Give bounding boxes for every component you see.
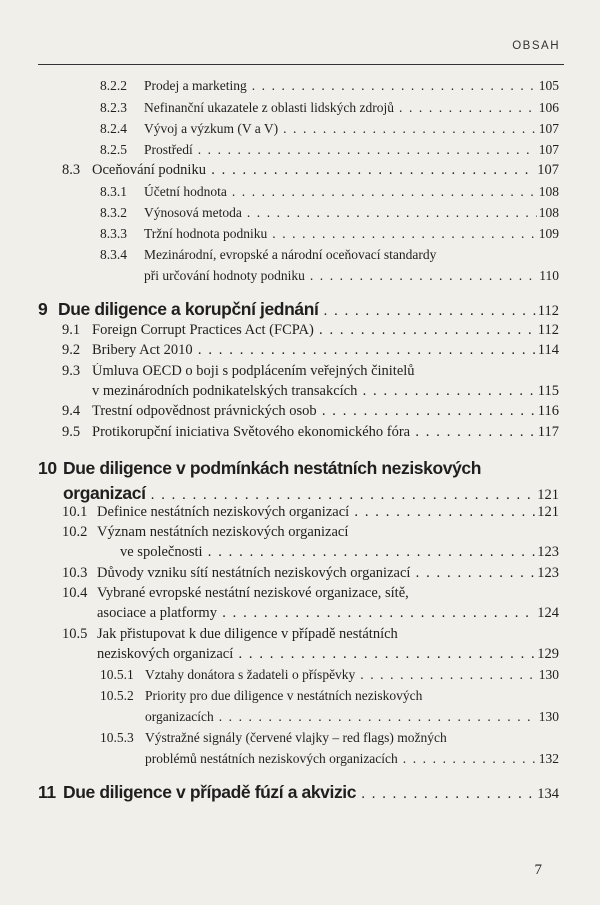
toc-entry-title: Prostředí . . .	[144, 142, 537, 158]
toc-chapter-continuation	[63, 483, 559, 504]
toc-entry-number: 10.2	[62, 524, 88, 540]
toc-entry-continuation	[144, 268, 559, 284]
toc-entry-number: 8.3.3	[100, 226, 127, 241]
toc-entry-title: Bribery Act 2010 . . .	[92, 342, 536, 359]
toc-entry-number: 9.5	[62, 424, 81, 440]
toc-entry-title: Úmluva OECD o boji s podplácením veřejných činitelů	[92, 363, 415, 379]
toc-entry-title: Oceňování podniku . . .	[92, 162, 535, 179]
toc-entry	[62, 342, 559, 359]
toc-entry-page: 134	[537, 786, 559, 802]
toc-chapter-title: Due diligence v podmínkách nestátních neziskových	[63, 458, 482, 478]
toc-entry	[62, 403, 559, 420]
toc-entry	[62, 585, 559, 602]
toc-entry-number: 9.4	[62, 403, 81, 419]
toc-entry-title: Účetní hodnota . . .	[144, 184, 537, 200]
toc-entry-page: 123	[537, 544, 559, 560]
toc-entry-number: 10.1	[62, 504, 88, 520]
toc-entry-title: Definice nestátních neziskových organizací . . .	[97, 504, 535, 521]
toc-entry-title: ve společnosti . . .	[120, 544, 535, 561]
toc-entry-page: 106	[538, 100, 559, 115]
toc-entry	[62, 424, 559, 441]
toc-entry-number: 9.1	[62, 322, 81, 338]
toc-entry-title: problémů nestátních neziskových organizacích . . .	[145, 751, 537, 767]
toc-chapter	[38, 458, 559, 479]
running-head: OBSAH	[512, 40, 560, 52]
toc-entry-number: 10.3	[62, 565, 88, 581]
toc-entry-title: organizacích . . .	[145, 709, 537, 725]
toc-entry-continuation	[97, 646, 559, 663]
toc-entry-title: Trestní odpovědnost právnických osob . . .	[92, 403, 536, 420]
toc-entry-number: 8.3.2	[100, 205, 127, 220]
toc-entry-title: Vybrané evropské nestátní neziskové organizace, sítě,	[97, 585, 409, 601]
toc-entry	[62, 363, 559, 380]
toc-entry-page: 110	[539, 268, 559, 283]
toc-entry-page: 116	[537, 403, 559, 419]
toc-entry-page: 123	[537, 565, 559, 581]
toc-entry	[62, 162, 559, 179]
toc-entry-title: Výstražné signály (červené vlajky – red flags) možných	[145, 730, 447, 745]
toc-entry-title: Mezinárodní, evropské a národní oceňovací standardy	[144, 247, 437, 262]
toc-entry-title: asociace a platformy . . .	[97, 605, 535, 622]
toc-entry-continuation	[97, 605, 559, 622]
toc-entry-continuation	[92, 383, 559, 400]
toc-entry-title: Vztahy donátora s žadateli o příspěvky . . .	[145, 667, 537, 683]
toc-entry-page: 130	[538, 709, 559, 724]
toc-entry-number: 8.3	[62, 162, 81, 178]
toc-entry-page: 108	[538, 184, 559, 199]
toc-entry-number: 10.5.3	[100, 730, 134, 745]
toc-chapter-number: 9	[38, 299, 48, 319]
toc-entry-page: 107	[537, 162, 559, 178]
toc-chapter-number: 10	[38, 458, 57, 478]
toc-entry-page: 121	[537, 504, 559, 520]
toc-entry-title: Foreign Corrupt Practices Act (FCPA) . . .	[92, 322, 536, 339]
toc-entry-number: 10.5	[62, 626, 88, 642]
toc-entry-title: Priority pro due diligence v nestátních neziskových	[145, 688, 423, 703]
toc-entry-page: 112	[537, 303, 559, 319]
toc-entry	[100, 184, 559, 200]
toc-entry-page: 107	[538, 121, 559, 136]
toc-entry-page: 109	[538, 226, 559, 241]
toc-entry-page: 132	[538, 751, 559, 766]
toc-entry	[100, 100, 559, 116]
toc-entry-title: neziskových organizací . . .	[97, 646, 535, 663]
toc-entry-number: 10.5.2	[100, 688, 134, 703]
toc-chapter	[38, 782, 559, 803]
toc-entry-title: v mezinárodních podnikatelských transakcích . . .	[92, 383, 536, 400]
toc-entry	[62, 322, 559, 339]
toc-entry	[100, 688, 559, 704]
toc-entry	[62, 524, 559, 541]
toc-entry-page: 115	[537, 383, 559, 399]
toc-entry-title: Důvody vzniku sítí nestátních neziskových organizací . . .	[97, 565, 535, 582]
toc-entry-number: 10.4	[62, 585, 88, 601]
toc-entry-number: 9.3	[62, 363, 81, 379]
toc-entry	[100, 78, 559, 94]
toc-entry-page: 129	[537, 646, 559, 662]
page-number: 7	[534, 862, 542, 878]
toc-chapter-number: 11	[38, 782, 56, 802]
toc-entry-page: 108	[538, 205, 559, 220]
toc-entry-page: 112	[537, 322, 559, 338]
toc-chapter-title: organizací . . .	[63, 483, 535, 504]
toc-entry-title: Výnosová metoda . . .	[144, 205, 537, 221]
toc-entry	[100, 247, 559, 263]
toc-entry-page: 117	[537, 424, 559, 440]
toc-entry-number: 8.2.2	[100, 78, 127, 93]
toc-entry-number: 8.2.5	[100, 142, 127, 157]
toc-entry-title: Vývoj a výzkum (V a V) . . .	[144, 121, 537, 137]
toc-entry-continuation	[145, 751, 559, 767]
toc-entry-title: Tržní hodnota podniku . . .	[144, 226, 537, 242]
toc-entry-continuation	[145, 709, 559, 725]
toc-entry-page: 121	[537, 487, 559, 503]
toc-entry-page: 114	[537, 342, 559, 358]
toc-entry-number: 8.2.3	[100, 100, 127, 115]
toc-entry-title: Nefinanční ukazatele z oblasti lidských zdrojů . . .	[144, 100, 537, 116]
toc-entry-title: Význam nestátních neziskových organizací	[97, 524, 349, 540]
toc-entry-title: Prodej a marketing . . .	[144, 78, 537, 94]
toc-entry-title: Jak přistupovat k due diligence v případě nestátních	[97, 626, 398, 642]
toc-entry	[100, 142, 559, 158]
toc-chapter	[38, 299, 559, 320]
toc-entry-continuation	[120, 544, 559, 561]
toc-chapter-title: Due diligence v případě fúzí a akvizic . . .	[63, 782, 535, 803]
toc-entry	[62, 626, 559, 643]
toc-entry	[100, 226, 559, 242]
toc-entry	[100, 730, 559, 746]
toc-entry	[100, 205, 559, 221]
toc-entry-number: 9.2	[62, 342, 81, 358]
toc-entry	[62, 504, 559, 521]
toc-entry-title: při určování hodnoty podniku . . .	[144, 268, 537, 284]
toc-entry-number: 8.3.4	[100, 247, 127, 262]
toc-entry-page: 124	[537, 605, 559, 621]
toc-chapter-title: Due diligence a korupční jednání . . .	[58, 299, 536, 320]
toc-entry-number: 8.2.4	[100, 121, 127, 136]
toc-entry-number: 8.3.1	[100, 184, 127, 199]
toc-entry	[100, 121, 559, 137]
toc-entry	[62, 565, 559, 582]
toc-entry-page: 130	[538, 667, 559, 682]
toc-entry-page: 107	[538, 142, 559, 157]
toc-entry-page: 105	[538, 78, 559, 93]
toc-entry-number: 10.5.1	[100, 667, 134, 682]
toc-entry-title: Protikorupční iniciativa Světového ekonomického fóra . . .	[92, 424, 536, 441]
toc-entry	[100, 667, 559, 683]
